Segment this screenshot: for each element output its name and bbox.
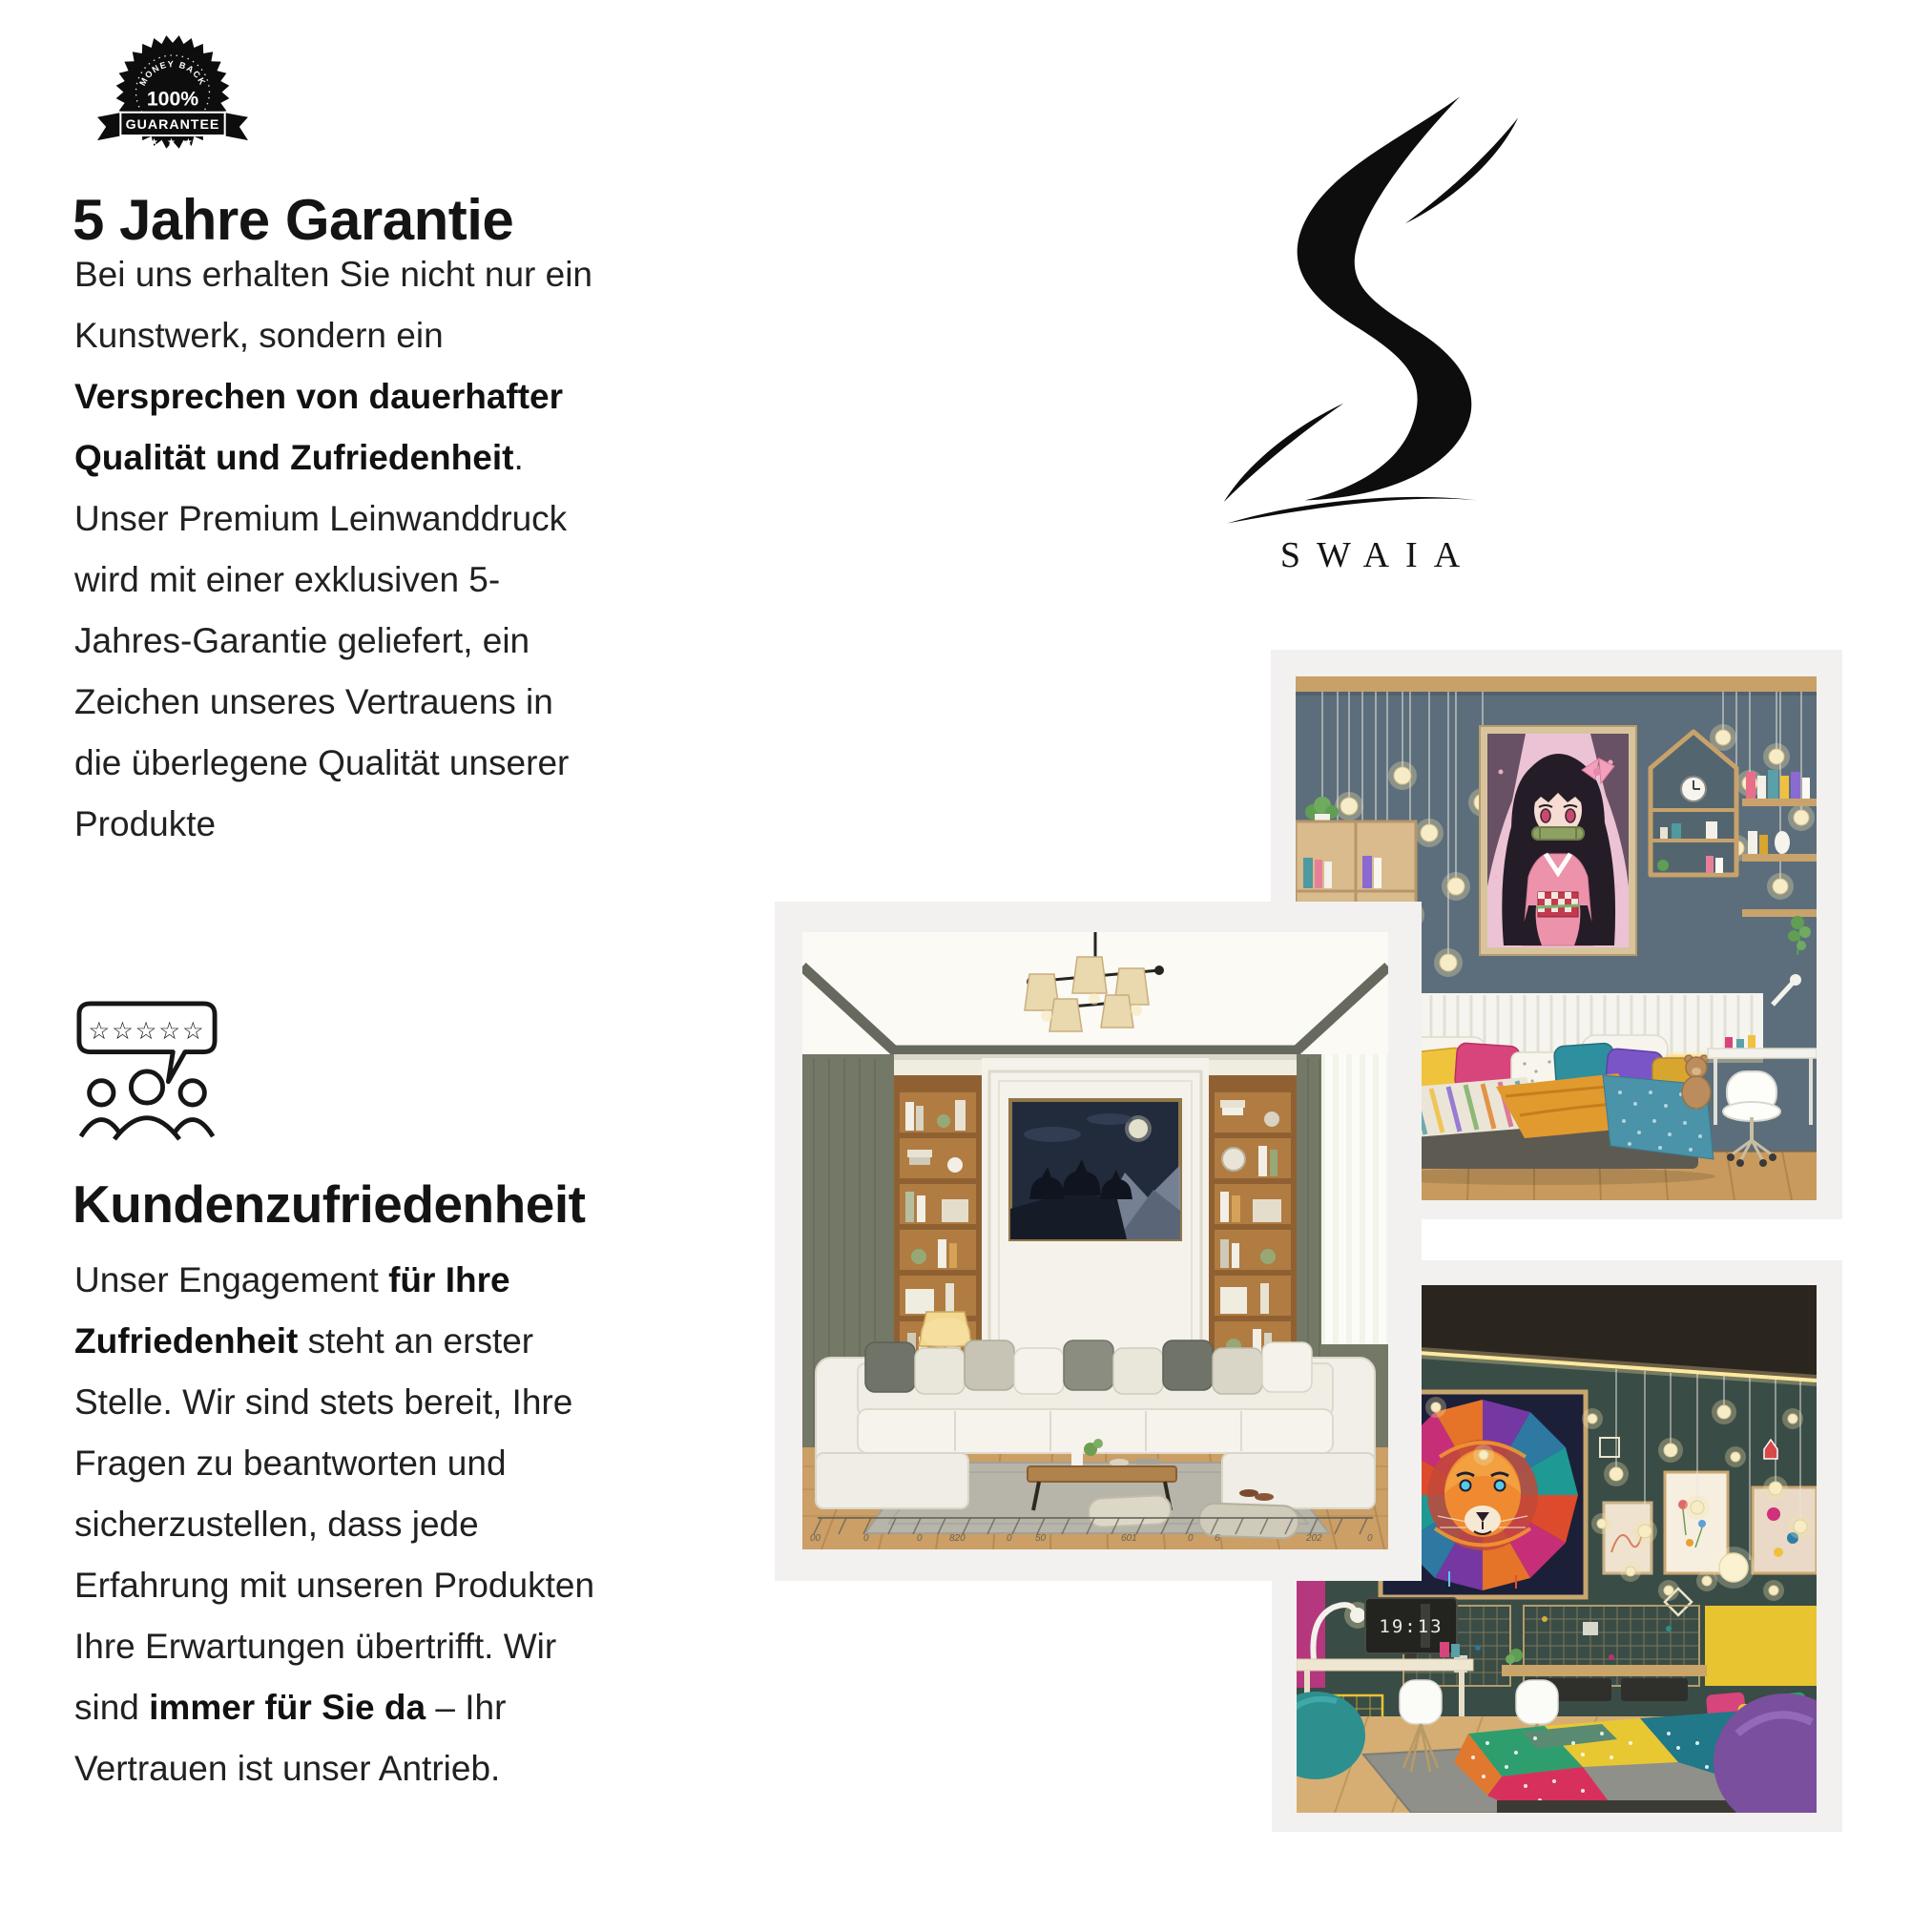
bold-text-run: für Ihre Zufriedenheit bbox=[74, 1260, 510, 1361]
ruler-label: 00 bbox=[810, 1533, 821, 1544]
money-back-guarantee-icon bbox=[95, 34, 250, 156]
monitor-time: 19:13 bbox=[1379, 1616, 1444, 1637]
guarantee-heading: 5 Jahre Garantie bbox=[73, 188, 514, 252]
badge-stars: ★ ★ ★ bbox=[150, 137, 196, 149]
text-run: steht an erster Stelle. Wir sind stets bereit, Ihre Fragen zu beantworten und sicherzustellen, dass jede Erfahrung mit unseren Produkten Ihre Erwartungen übertrifft. Wir sind bbox=[74, 1321, 595, 1727]
text-run: Unser Engagement bbox=[74, 1260, 389, 1299]
swaia-s-icon bbox=[1210, 88, 1530, 529]
photo-card-living-room bbox=[775, 902, 1422, 1581]
ruler-label: 0 bbox=[1188, 1533, 1194, 1544]
five-star-rating: ☆☆☆☆☆ bbox=[88, 1017, 206, 1045]
text-run: – Ihr Vertrauen ist unser Antrieb. bbox=[74, 1688, 507, 1788]
satisfaction-heading: Kundenzufriedenheit bbox=[73, 1174, 586, 1234]
guarantee-paragraph bbox=[74, 244, 605, 855]
ruler-label: 820 bbox=[949, 1533, 966, 1544]
bed bbox=[1383, 1035, 1714, 1169]
ruler-label: 0 bbox=[863, 1533, 869, 1544]
brand-logo bbox=[1210, 88, 1530, 576]
badge-100-percent: 100% bbox=[146, 87, 199, 111]
ruler-label: 6 bbox=[1215, 1533, 1220, 1544]
ruler-label: 601 bbox=[1121, 1533, 1137, 1544]
badge-ribbon-left bbox=[97, 113, 122, 140]
paper-lantern bbox=[1719, 1553, 1748, 1582]
ruler-label: 0 bbox=[1367, 1533, 1373, 1544]
canvas-artwork-anime bbox=[1480, 726, 1636, 955]
badge-top-text: MONEY BACK bbox=[137, 59, 208, 88]
people-group-icon bbox=[81, 1071, 213, 1139]
text-run: . Unser Premium Leinwanddruck wird mit einer exklusiven 5-Jahres-Garantie geliefert, ein Zeichen unseres Vertrauens in die überlegene Qualität unserer Produkte bbox=[74, 438, 570, 843]
living-room-photo bbox=[802, 932, 1388, 1549]
ruler-label: 202 bbox=[1306, 1533, 1322, 1544]
text-run: Bei uns erhalten Sie nicht nur ein Kunstwerk, sondern ein bbox=[74, 255, 593, 355]
satisfaction-paragraph bbox=[74, 1250, 605, 1799]
canvas-artwork-wolves bbox=[1010, 1100, 1180, 1239]
customer-reviews-icon bbox=[69, 1000, 225, 1141]
ruler-label: 50 bbox=[1035, 1533, 1047, 1544]
bold-text-run: immer für Sie da bbox=[149, 1688, 426, 1727]
bold-text-run: Versprechen von dauerhafter Qualität und Zufriedenheit bbox=[74, 377, 564, 477]
badge-banner-text: GUARANTEE bbox=[125, 116, 220, 133]
ruler-label: 0 bbox=[1007, 1533, 1012, 1544]
teddy-bear bbox=[1682, 1055, 1711, 1109]
ruler-label: 0 bbox=[917, 1533, 923, 1544]
yellow-headboard bbox=[1705, 1606, 1817, 1686]
brand-wordmark: SWAIA bbox=[1279, 535, 1477, 575]
badge-ribbon-right bbox=[223, 113, 248, 140]
